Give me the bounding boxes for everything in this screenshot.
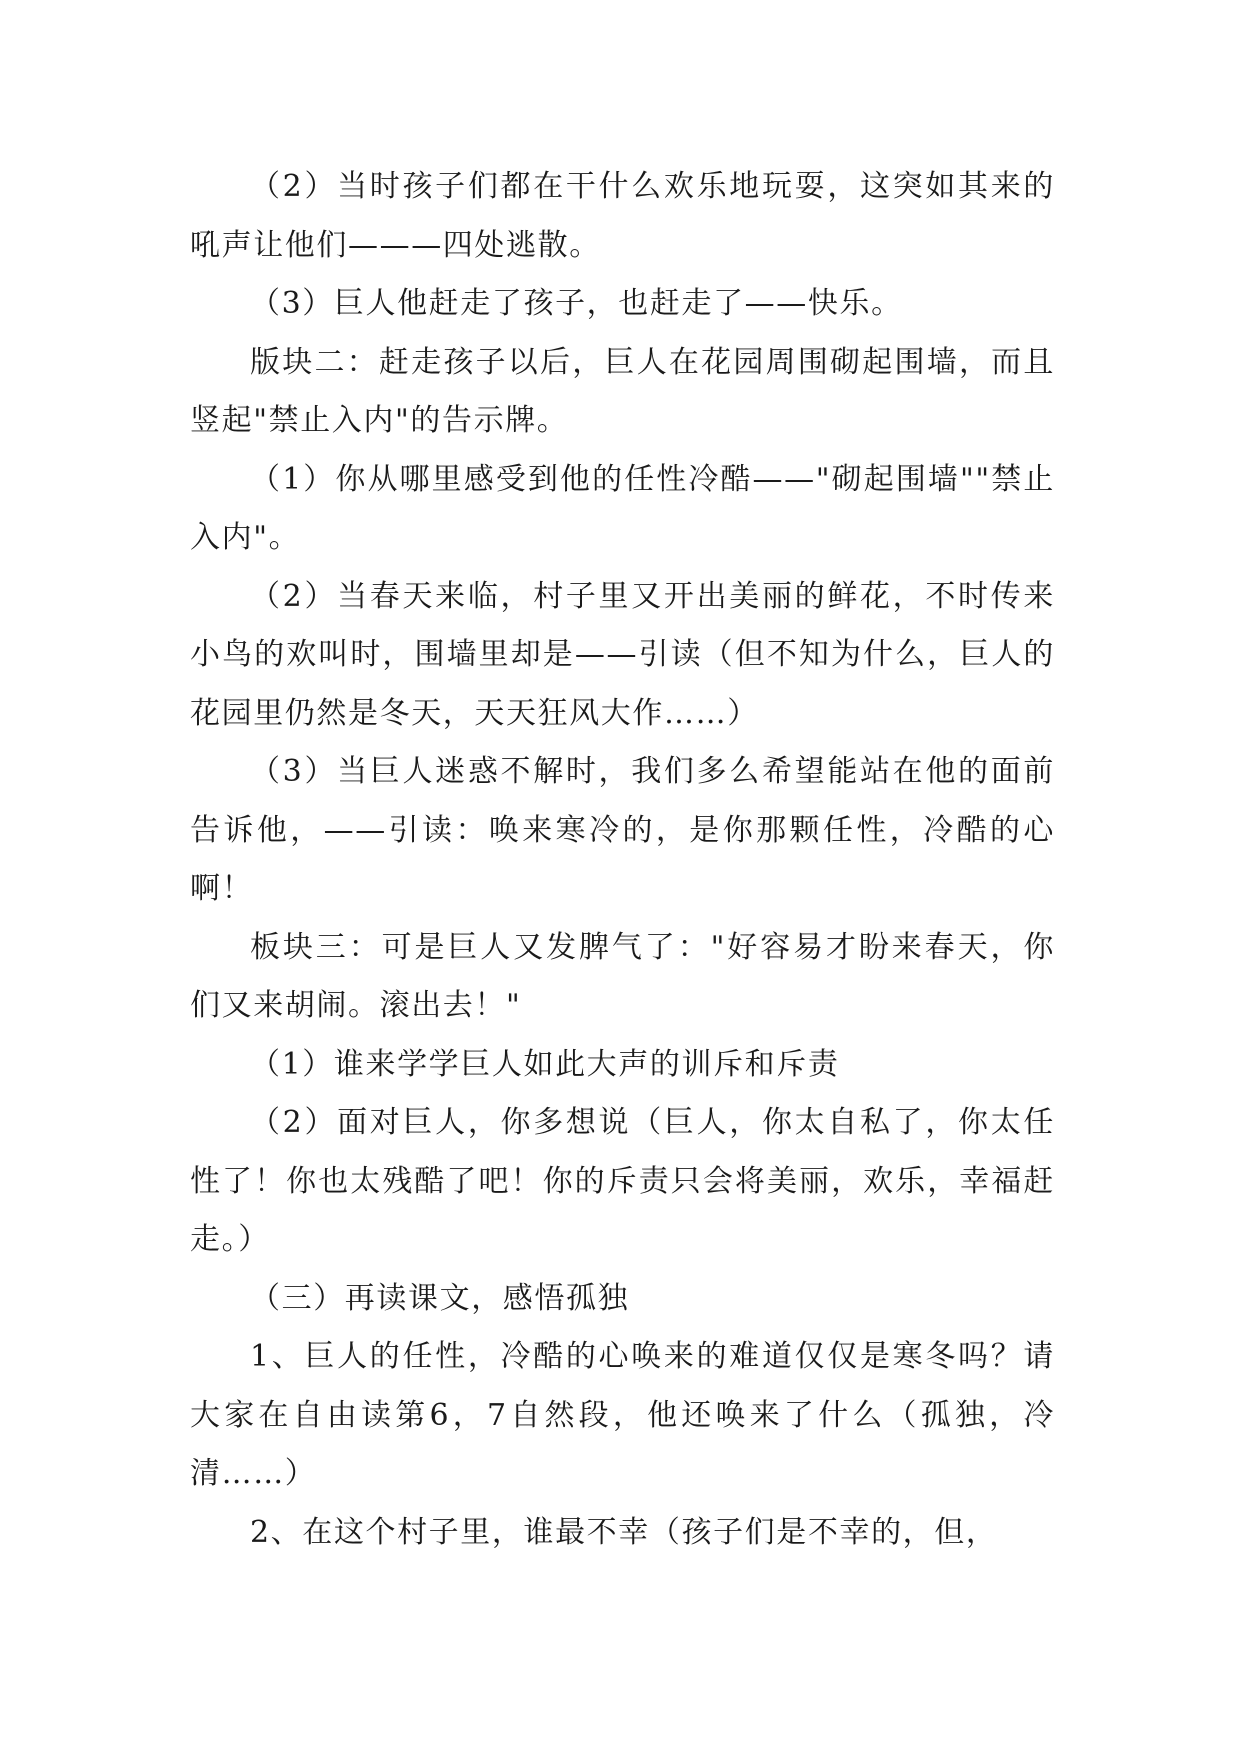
paragraph: （2）当春天来临，村子里又开出美丽的鲜花，不时传来小鸟的欢叫时，围墙里却是——引读（但不知为什么，巨人的花园里仍然是冬天，天天狂风大作……）: [190, 578, 1055, 731]
paragraph: （3）巨人他赶走了孩子，也赶走了——快乐。: [250, 286, 903, 321]
paragraph: （1）你从哪里感受到他的任性冷酷——"砌起围墙""禁止入内"。: [190, 461, 1055, 555]
paragraph: 板块三：可是巨人又发脾气了："好容易才盼来春天，你们又来胡闹。滚出去！": [190, 929, 1055, 1023]
section-heading: （三）再读课文，感悟孤独: [250, 1280, 630, 1316]
paragraph: 1、巨人的任性，冷酷的心唤来的难道仅仅是寒冬吗？请大家在自由读第6，7自然段，他还唤来了什么（孤独，冷清……）: [190, 1339, 1055, 1491]
paragraph: 版块二：赶走孩子以后，巨人在花园周围砌起围墙，而且竖起"禁止入内"的告示牌。: [190, 344, 1055, 438]
paragraph: （2）当时孩子们都在干什么欢乐地玩耍，这突如其来的吼声让他们———四处逃散。: [190, 169, 1055, 263]
paragraph: （3）当巨人迷惑不解时，我们多么希望能站在他的面前告诉他，——引读：唤来寒冷的，是你那颗任性，冷酷的心啊！: [190, 754, 1055, 906]
paragraph: （2）面对巨人，你多想说（巨人，你太自私了，你太任性了！你也太残酷了吧！你的斥责只会将美丽，欢乐，幸福赶走。）: [190, 1105, 1055, 1257]
paragraph: 2、在这个村子里，谁最不幸（孩子们是不幸的，但，: [250, 1514, 998, 1550]
document-body: [190, 158, 1055, 1562]
paragraph: （1）谁来学学巨人如此大声的训斥和斥责: [250, 1046, 840, 1082]
